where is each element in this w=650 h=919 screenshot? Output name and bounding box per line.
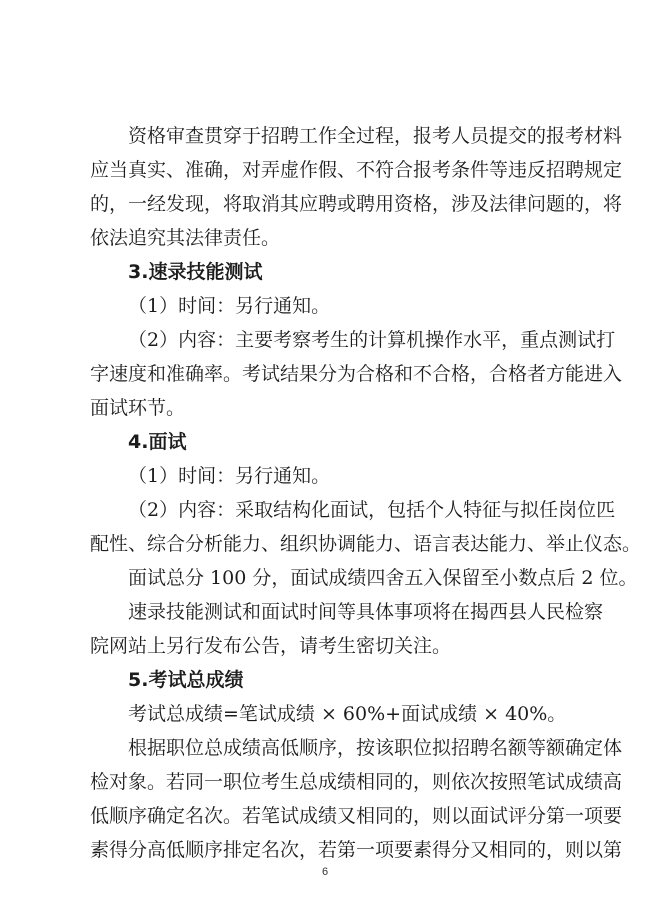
paragraph-line: 字速度和准确率。考试结果分为合格和不合格，合格者方能进入 (90, 363, 623, 385)
formula-line: 考试总成绩=笔试成绩 × 60%+面试成绩 × 40%。 (128, 703, 567, 725)
paragraph-line: 的，一经发现，将取消其应聘或聘用资格，涉及法律问题的，将 (90, 193, 623, 215)
paragraph-line: 面试总分 100 分，面试成绩四舍五入保留至小数点后 2 位。 (128, 567, 638, 589)
paragraph-line: （2）内容：采取结构化面试，包括个人特征与拟任岗位匹 (128, 499, 616, 521)
paragraph-line: 检对象。若同一职位考生总成绩相同的，则依次按照笔试成绩高 (90, 771, 623, 793)
paragraph-line: 应当真实、准确，对弄虚作假、不符合报考条件等违反招聘规定 (90, 159, 623, 181)
paragraph-line: 低顺序确定名次。若笔试成绩又相同的，则以面试评分第一项要 (90, 805, 623, 827)
paragraph-line: 速录技能测试和面试时间等具体事项将在揭西县人民检察 (128, 601, 604, 623)
paragraph-line: （1）时间：另行通知。 (128, 295, 331, 317)
section-heading: 4.面试 (128, 431, 187, 453)
paragraph-line: （2）内容：主要考察考生的计算机操作水平，重点测试打 (128, 329, 616, 351)
page-number: 6 (321, 866, 329, 878)
paragraph-line: 配性、综合分析能力、组织协调能力、语言表达能力、举止仪态。 (90, 533, 642, 555)
paragraph-line: （1）时间：另行通知。 (128, 465, 331, 487)
paragraph-line: 根据职位总成绩高低顺序，按该职位拟招聘名额等额确定体 (128, 737, 623, 759)
section-heading: 3.速录技能测试 (128, 261, 263, 283)
paragraph-line: 依法追究其法律责任。 (90, 227, 281, 249)
paragraph-line: 院网站上另行发布公告，请考生密切关注。 (90, 635, 452, 657)
paragraph-line: 资格审查贯穿于招聘工作全过程，报考人员提交的报考材料 (128, 125, 623, 147)
paragraph-line: 素得分高低顺序排定名次，若第一项要素得分又相同的，则以第 (90, 839, 623, 861)
paragraph-line: 面试环节。 (90, 397, 186, 419)
section-heading: 5.考试总成绩 (128, 669, 244, 691)
